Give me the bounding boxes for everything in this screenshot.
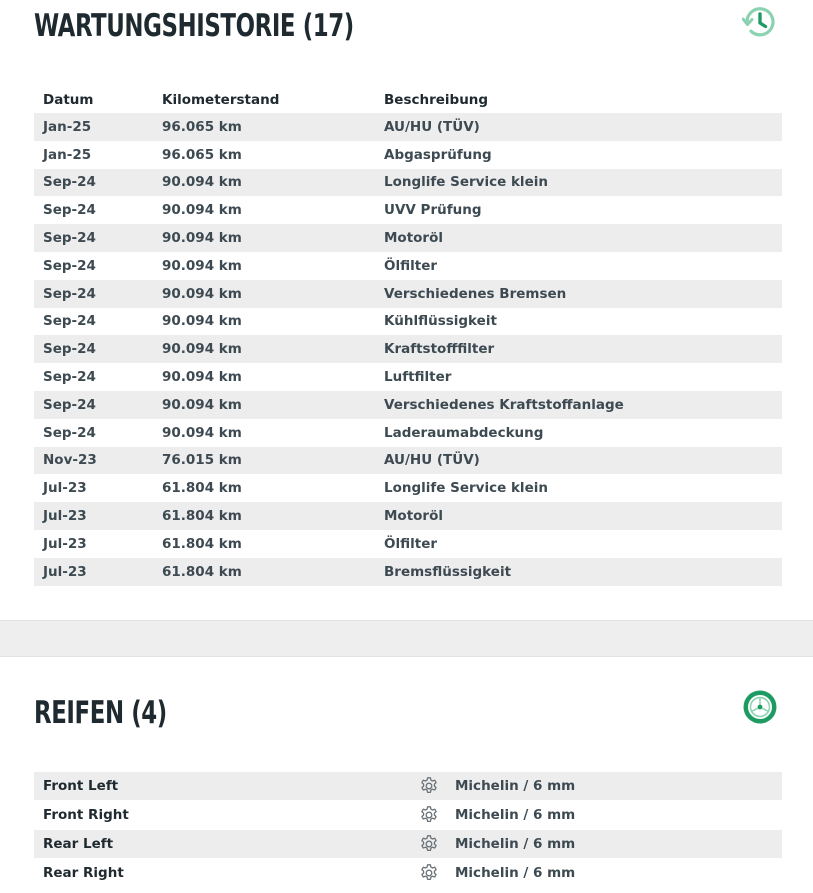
cell-description: Ölfilter <box>384 257 438 274</box>
column-header-mileage: Kilometerstand <box>162 91 280 108</box>
cell-mileage: 90.094 km <box>162 369 242 386</box>
cell-description: Longlife Service klein <box>375 169 782 197</box>
table-row <box>34 335 782 363</box>
cell-description: UVV Prüfung <box>384 202 482 219</box>
maintenance-history-table <box>34 86 782 586</box>
cell-description: Longlife Service klein <box>384 480 548 497</box>
cell-description: Verschiedenes Bremsen <box>375 280 782 308</box>
table-row <box>34 113 782 141</box>
cell-date: Sep-24 <box>34 391 153 419</box>
cell-description: Verschiedenes Kraftstoffanlage <box>375 391 782 419</box>
cell-date: Sep-24 <box>34 335 153 363</box>
cell-mileage: 61.804 km <box>162 480 242 497</box>
table-row <box>34 196 782 224</box>
tire-icon <box>742 689 778 725</box>
cell-mileage: 90.094 km <box>162 313 242 330</box>
tire-list <box>34 772 782 888</box>
cell-description: AU/HU (TÜV) <box>375 113 782 141</box>
cell-date: Jul-23 <box>34 558 153 586</box>
gear-icon <box>411 863 447 883</box>
section-divider <box>0 620 813 657</box>
cell-description: Kraftstofffilter <box>375 335 782 363</box>
table-row <box>34 530 782 558</box>
cell-mileage: 96.065 km <box>162 146 242 163</box>
gear-icon <box>411 834 447 854</box>
tire-position: Front Right <box>43 807 129 823</box>
tire-position: Front Left <box>43 778 119 794</box>
cell-date: Sep-24 <box>43 257 96 274</box>
table-row <box>34 363 782 391</box>
gear-icon <box>411 805 447 825</box>
cell-date: Sep-24 <box>43 313 96 330</box>
table-row <box>34 141 782 169</box>
table-row <box>34 558 782 586</box>
tire-row <box>34 772 782 800</box>
tire-row <box>34 830 782 858</box>
cell-description: Abgasprüfung <box>384 146 492 163</box>
cell-mileage: 61.804 km <box>153 558 375 586</box>
cell-date: Jan-25 <box>34 113 153 141</box>
tire-details: Michelin / 6 mm <box>455 807 576 823</box>
cell-mileage: 90.094 km <box>153 391 375 419</box>
table-row <box>34 447 782 475</box>
cell-description: AU/HU (TÜV) <box>375 447 782 475</box>
cell-date: Sep-24 <box>43 424 96 441</box>
history-icon <box>742 4 778 40</box>
cell-description: Motoröl <box>375 502 782 530</box>
cell-date: Sep-24 <box>43 202 96 219</box>
gear-icon <box>411 776 447 796</box>
cell-date: Sep-24 <box>34 280 153 308</box>
cell-mileage: 90.094 km <box>153 335 375 363</box>
cell-mileage: 90.094 km <box>153 224 375 252</box>
table-row <box>34 169 782 197</box>
table-row <box>34 502 782 530</box>
cell-date: Sep-24 <box>43 369 96 386</box>
tire-details: Michelin / 6 mm <box>455 778 576 794</box>
tire-details: Michelin / 6 mm <box>455 865 576 881</box>
cell-description: Motoröl <box>375 224 782 252</box>
table-row <box>34 474 782 502</box>
tire-position: Rear Left <box>43 836 114 852</box>
table-header-row <box>34 86 782 113</box>
cell-mileage: 90.094 km <box>162 202 242 219</box>
cell-description: Bremsflüssigkeit <box>375 558 782 586</box>
cell-mileage: 90.094 km <box>153 280 375 308</box>
cell-mileage: 76.015 km <box>153 447 375 475</box>
table-row <box>34 224 782 252</box>
tire-position: Rear Right <box>43 865 124 881</box>
cell-date: Jul-23 <box>43 535 87 552</box>
cell-description: Laderaumabdeckung <box>384 424 544 441</box>
maintenance-history-title: WARTUNGSHISTORIE (17) <box>34 8 354 44</box>
cell-mileage: 61.804 km <box>162 535 242 552</box>
cell-date: Jul-23 <box>34 502 153 530</box>
cell-date: Sep-24 <box>34 224 153 252</box>
cell-description: Kühlflüssigkeit <box>384 313 497 330</box>
cell-mileage: 90.094 km <box>162 424 242 441</box>
table-row <box>34 308 782 336</box>
cell-date: Jan-25 <box>43 146 92 163</box>
cell-mileage: 96.065 km <box>153 113 375 141</box>
cell-mileage: 90.094 km <box>162 257 242 274</box>
cell-description: Luftfilter <box>384 369 452 386</box>
tire-row <box>34 859 782 887</box>
cell-date: Nov-23 <box>34 447 153 475</box>
table-body <box>34 113 782 586</box>
cell-mileage: 90.094 km <box>153 169 375 197</box>
tire-row <box>34 801 782 829</box>
table-row <box>34 252 782 280</box>
column-header-date: Datum <box>43 91 94 108</box>
table-row <box>34 419 782 447</box>
column-header-description: Beschreibung <box>384 91 489 108</box>
cell-date: Sep-24 <box>34 169 153 197</box>
cell-date: Jul-23 <box>43 480 87 497</box>
table-row <box>34 391 782 419</box>
cell-description: Ölfilter <box>384 535 438 552</box>
tire-details: Michelin / 6 mm <box>455 836 576 852</box>
tires-title: REIFEN (4) <box>34 695 167 731</box>
table-row <box>34 280 782 308</box>
cell-mileage: 61.804 km <box>153 502 375 530</box>
